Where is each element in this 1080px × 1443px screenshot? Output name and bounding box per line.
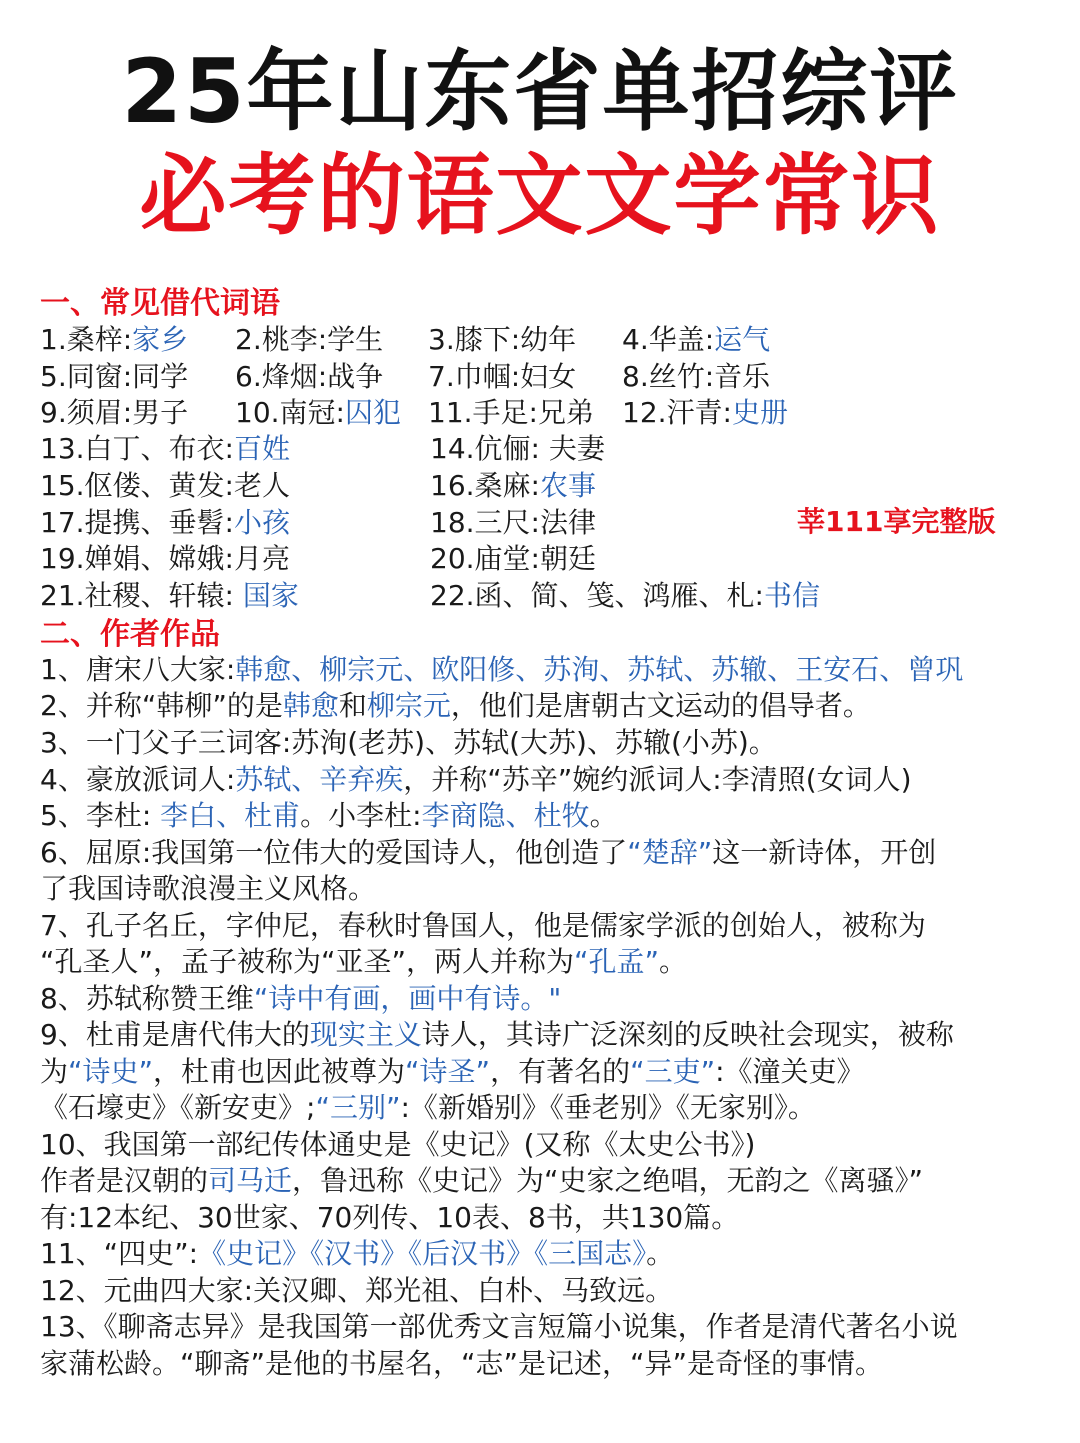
vocab-item: 6.烽烟:战争 (235, 360, 384, 393)
vocab-item: 20.庙堂:朝廷 (430, 542, 596, 575)
works-line-10: 10、我国第一部纪传体通史是《史记》(又称《太史公书》) (40, 1128, 756, 1161)
vocab-item: 18.三尺:法律 (430, 506, 596, 539)
works-line-4: 4、豪放派词人:苏轼、辛弃疾，并称“苏辛”婉约派词人:李清照(女词人) (40, 763, 912, 796)
vocab-item: 12.汗青:史册 (622, 396, 788, 429)
vocab-item: 9.须眉:男子 (40, 396, 189, 429)
works-line-8: 8、苏轼称赞王维“诗中有画，画中有诗。" (40, 982, 562, 1015)
title-line-1: 25年山东省单招综评 (121, 40, 959, 143)
works-line-5: 5、李杜: 李白、杜甫。小李杜:李商隐、杜牧。 (40, 799, 618, 832)
section-heading-substitutes: 一、常见借代词语 (40, 286, 280, 321)
vocab-item: 2.桃李:学生 (235, 323, 384, 356)
works-line-1: 1、唐宋八大家:韩愈、柳宗元、欧阳修、苏洵、苏轼、苏辙、王安石、曾巩 (40, 653, 964, 686)
works-line-7: 7、孔子名丘，字仲尼，春秋时鲁国人，他是儒家学派的创始人，被称为 (40, 909, 926, 942)
vocab-item: 4.华盖:运气 (622, 323, 771, 356)
vocab-item: 19.婵娟、嫦娥:月亮 (40, 542, 290, 575)
vocab-item: 13.白丁、布衣:百姓 (40, 432, 290, 465)
vocab-item: 21.社稷、轩辕: 国家 (40, 579, 299, 612)
works-line-9: 9、杜甫是唐代伟大的现实主义诗人，其诗广泛深刻的反映社会现实，被称 (40, 1018, 954, 1051)
works-line-12: 12、元曲四大家:关汉卿、郑光祖、白朴、马致远。 (40, 1274, 674, 1307)
section-heading-works: 二、作者作品 (40, 617, 220, 652)
works-line-10-cont: 作者是汉朝的司马迁，鲁迅称《史记》为“史家之绝唱，无韵之《离骚》” (40, 1164, 924, 1197)
works-line-9-cont: 为“诗史”，杜甫也因此被尊为“诗圣”，有著名的“三吏”:《潼关吏》 (40, 1055, 865, 1088)
works-line-6-cont: 了我国诗歌浪漫主义风格。 (40, 872, 377, 905)
works-line-11: 11、“四史”:《史记》《汉书》《后汉书》《三国志》。 (40, 1237, 675, 1270)
title-line-2: 必考的语文文学常识 (139, 144, 941, 247)
works-line-10-cont2: 有:12本纪、30世家、70列传、10表、8书，共130篇。 (40, 1201, 740, 1234)
vocab-item: 16.桑麻:农事 (430, 469, 596, 502)
vocab-item: 7.巾帼:妇女 (428, 360, 577, 393)
vocab-item: 22.函、简、笺、鸿雁、札:书信 (430, 579, 820, 612)
works-line-7-cont: “孔圣人”，孟子被称为“亚圣”，两人并称为“孔孟”。 (40, 945, 688, 978)
vocab-item: 14.伉俪: 夫妻 (430, 432, 605, 465)
works-line-6: 6、屈原:我国第一位伟大的爱国诗人，他创造了“楚辞”这一新诗体，开创 (40, 836, 937, 869)
vocab-item: 15.伛偻、黄发:老人 (40, 469, 290, 502)
works-line-13-cont: 家蒲松龄。“聊斋”是他的书屋名，“志”是记述，“异”是奇怪的事情。 (40, 1347, 884, 1380)
works-line-13: 13、《聊斋志异》是我国第一部优秀文言短篇小说集，作者是清代著名小说 (40, 1310, 958, 1343)
vocab-item: 5.同窗:同学 (40, 360, 189, 393)
works-line-9-cont2: 《石壕吏》《新安吏》;“三别”:《新婚别》《垂老别》《无家别》。 (40, 1091, 816, 1124)
vocab-item: 11.手足:兄弟 (428, 396, 594, 429)
works-line-2: 2、并称“韩柳”的是韩愈和柳宗元，他们是唐朝古文运动的倡导者。 (40, 689, 871, 722)
works-line-3: 3、一门父子三词客:苏洵(老苏)、苏轼(大苏)、苏辙(小苏)。 (40, 726, 777, 759)
vocab-item: 1.桑梓:家乡 (40, 323, 189, 356)
promo-text: 莘111享完整版 (797, 505, 996, 538)
vocab-item: 17.提携、垂髫:小孩 (40, 506, 290, 539)
vocab-item: 8.丝竹:音乐 (622, 360, 771, 393)
vocab-item: 3.膝下:幼年 (428, 323, 577, 356)
vocab-item: 10.南冠:囚犯 (235, 396, 401, 429)
